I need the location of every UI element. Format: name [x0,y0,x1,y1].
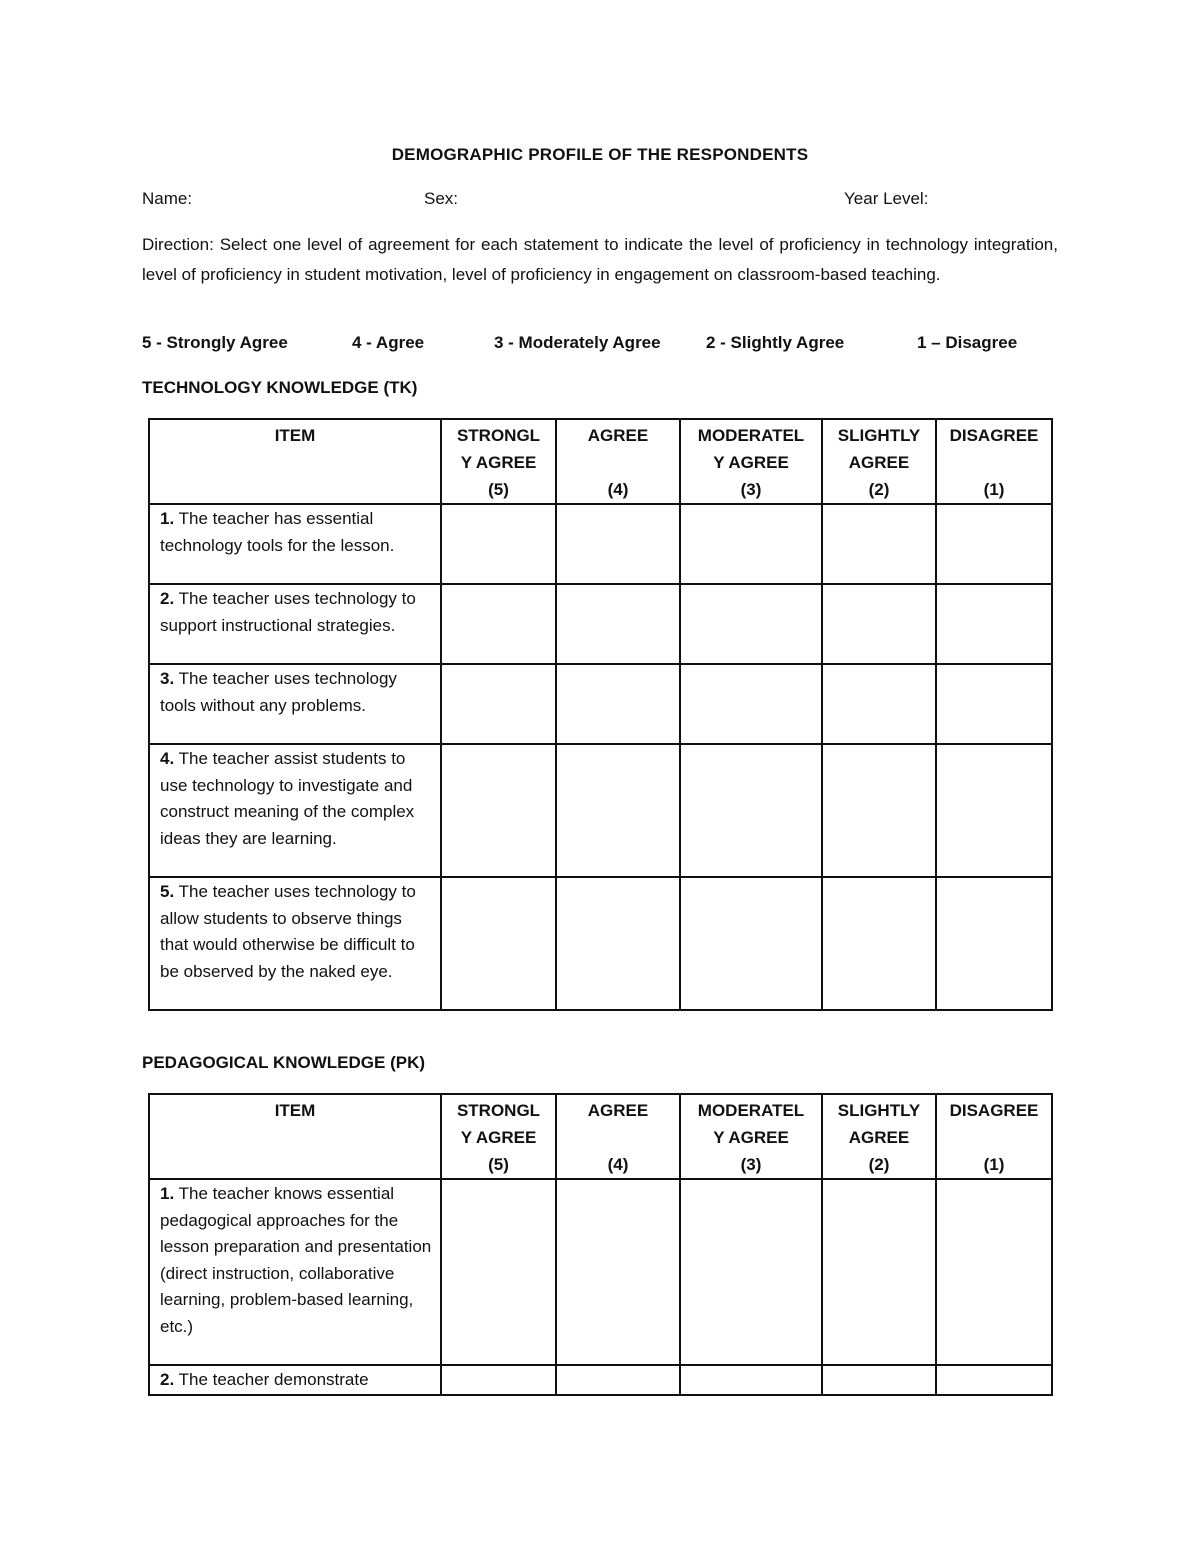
column-header-item: ITEM [149,419,441,504]
rating-cell-5[interactable] [441,504,556,584]
pk-rating-table [148,1093,1053,1396]
column-header-moderately-agree: MODERATEL Y AGREE (3) [680,1094,822,1179]
item-statement: 5. The teacher uses technology to allow students to observe things that would otherwise be difficult to be observed by the naked eye. [149,877,441,1010]
table-row [149,1179,1052,1365]
rating-scale-legend [142,333,1058,359]
rating-cell-2[interactable] [822,744,936,877]
column-header-disagree: DISAGREE (1) [936,1094,1052,1179]
item-statement: 2. The teacher demonstrate [149,1365,441,1395]
rating-cell-5[interactable] [441,1179,556,1365]
rating-cell-1[interactable] [936,1179,1052,1365]
rating-cell-3[interactable] [680,744,822,877]
column-header-agree: AGREE (4) [556,419,680,504]
rating-cell-1[interactable] [936,664,1052,744]
sex-label: Sex: [424,189,459,208]
rating-cell-4[interactable] [556,1365,680,1395]
rating-cell-2[interactable] [822,877,936,1010]
page-title: DEMOGRAPHIC PROFILE OF THE RESPONDENTS [391,145,809,164]
tk-section-heading: TECHNOLOGY KNOWLEDGE (TK) [142,378,418,397]
rating-cell-3[interactable] [680,584,822,664]
rating-cell-2[interactable] [822,584,936,664]
rating-cell-3[interactable] [680,664,822,744]
rating-cell-2[interactable] [822,504,936,584]
direction-text: Direction: Select one level of agreement for each statement to indicate the level of proficiency in technology integration, level of proficiency in student motivation, level of proficiency in engagement on classroom-based teaching. [142,235,1058,284]
item-statement: 2. The teacher uses technology to support instructional strategies. [149,584,441,664]
rating-cell-5[interactable] [441,584,556,664]
scale-item-5: 5 - Strongly Agree [142,333,288,352]
year-level-label: Year Level: [844,189,929,208]
rating-cell-5[interactable] [441,664,556,744]
rating-cell-5[interactable] [441,744,556,877]
rating-cell-5[interactable] [441,877,556,1010]
column-header-moderately-agree: MODERATEL Y AGREE (3) [680,419,822,504]
rating-cell-3[interactable] [680,1179,822,1365]
column-header-slightly-agree: SLIGHTLY AGREE (2) [822,1094,936,1179]
column-header-disagree: DISAGREE (1) [936,419,1052,504]
table-header-row [149,1094,1052,1179]
scale-item-2: 2 - Slightly Agree [706,333,845,352]
rating-cell-2[interactable] [822,1365,936,1395]
rating-cell-4[interactable] [556,744,680,877]
column-header-slightly-agree: SLIGHTLY AGREE (2) [822,419,936,504]
rating-cell-2[interactable] [822,1179,936,1365]
table-header-row [149,419,1052,504]
column-header-agree: AGREE (4) [556,1094,680,1179]
rating-cell-3[interactable] [680,504,822,584]
rating-cell-4[interactable] [556,504,680,584]
name-label: Name: [142,189,193,208]
item-statement: 3. The teacher uses technology tools without any problems. [149,664,441,744]
rating-cell-4[interactable] [556,877,680,1010]
rating-cell-4[interactable] [556,664,680,744]
scale-item-3: 3 - Moderately Agree [494,333,661,352]
table-row [149,744,1052,877]
tk-rating-table [148,418,1053,1011]
rating-cell-1[interactable] [936,877,1052,1010]
rating-cell-1[interactable] [936,1365,1052,1395]
item-statement: 1. The teacher knows essential pedagogical approaches for the lesson preparation and presentation (direct instruction, collaborative learning, problem-based learning, etc.) [149,1179,441,1365]
table-row [149,877,1052,1010]
rating-cell-2[interactable] [822,664,936,744]
rating-cell-1[interactable] [936,504,1052,584]
table-row [149,504,1052,584]
rating-cell-4[interactable] [556,584,680,664]
table-row [149,584,1052,664]
column-header-strongly-agree: STRONGL Y AGREE (5) [441,1094,556,1179]
rating-cell-1[interactable] [936,744,1052,877]
column-header-strongly-agree: STRONGL Y AGREE (5) [441,419,556,504]
scale-item-4: 4 - Agree [352,333,425,352]
rating-cell-1[interactable] [936,584,1052,664]
table-row [149,664,1052,744]
rating-cell-3[interactable] [680,1365,822,1395]
item-statement: 1. The teacher has essential technology tools for the lesson. [149,504,441,584]
rating-cell-3[interactable] [680,877,822,1010]
respondent-info-row [142,189,1058,213]
table-row [149,1365,1052,1395]
rating-cell-4[interactable] [556,1179,680,1365]
item-statement: 4. The teacher assist students to use technology to investigate and construct meaning of the complex ideas they are learning. [149,744,441,877]
scale-item-1: 1 – Disagree [917,333,1018,352]
rating-cell-5[interactable] [441,1365,556,1395]
column-header-item: ITEM [149,1094,441,1179]
pk-section-heading: PEDAGOGICAL KNOWLEDGE (PK) [142,1053,426,1072]
